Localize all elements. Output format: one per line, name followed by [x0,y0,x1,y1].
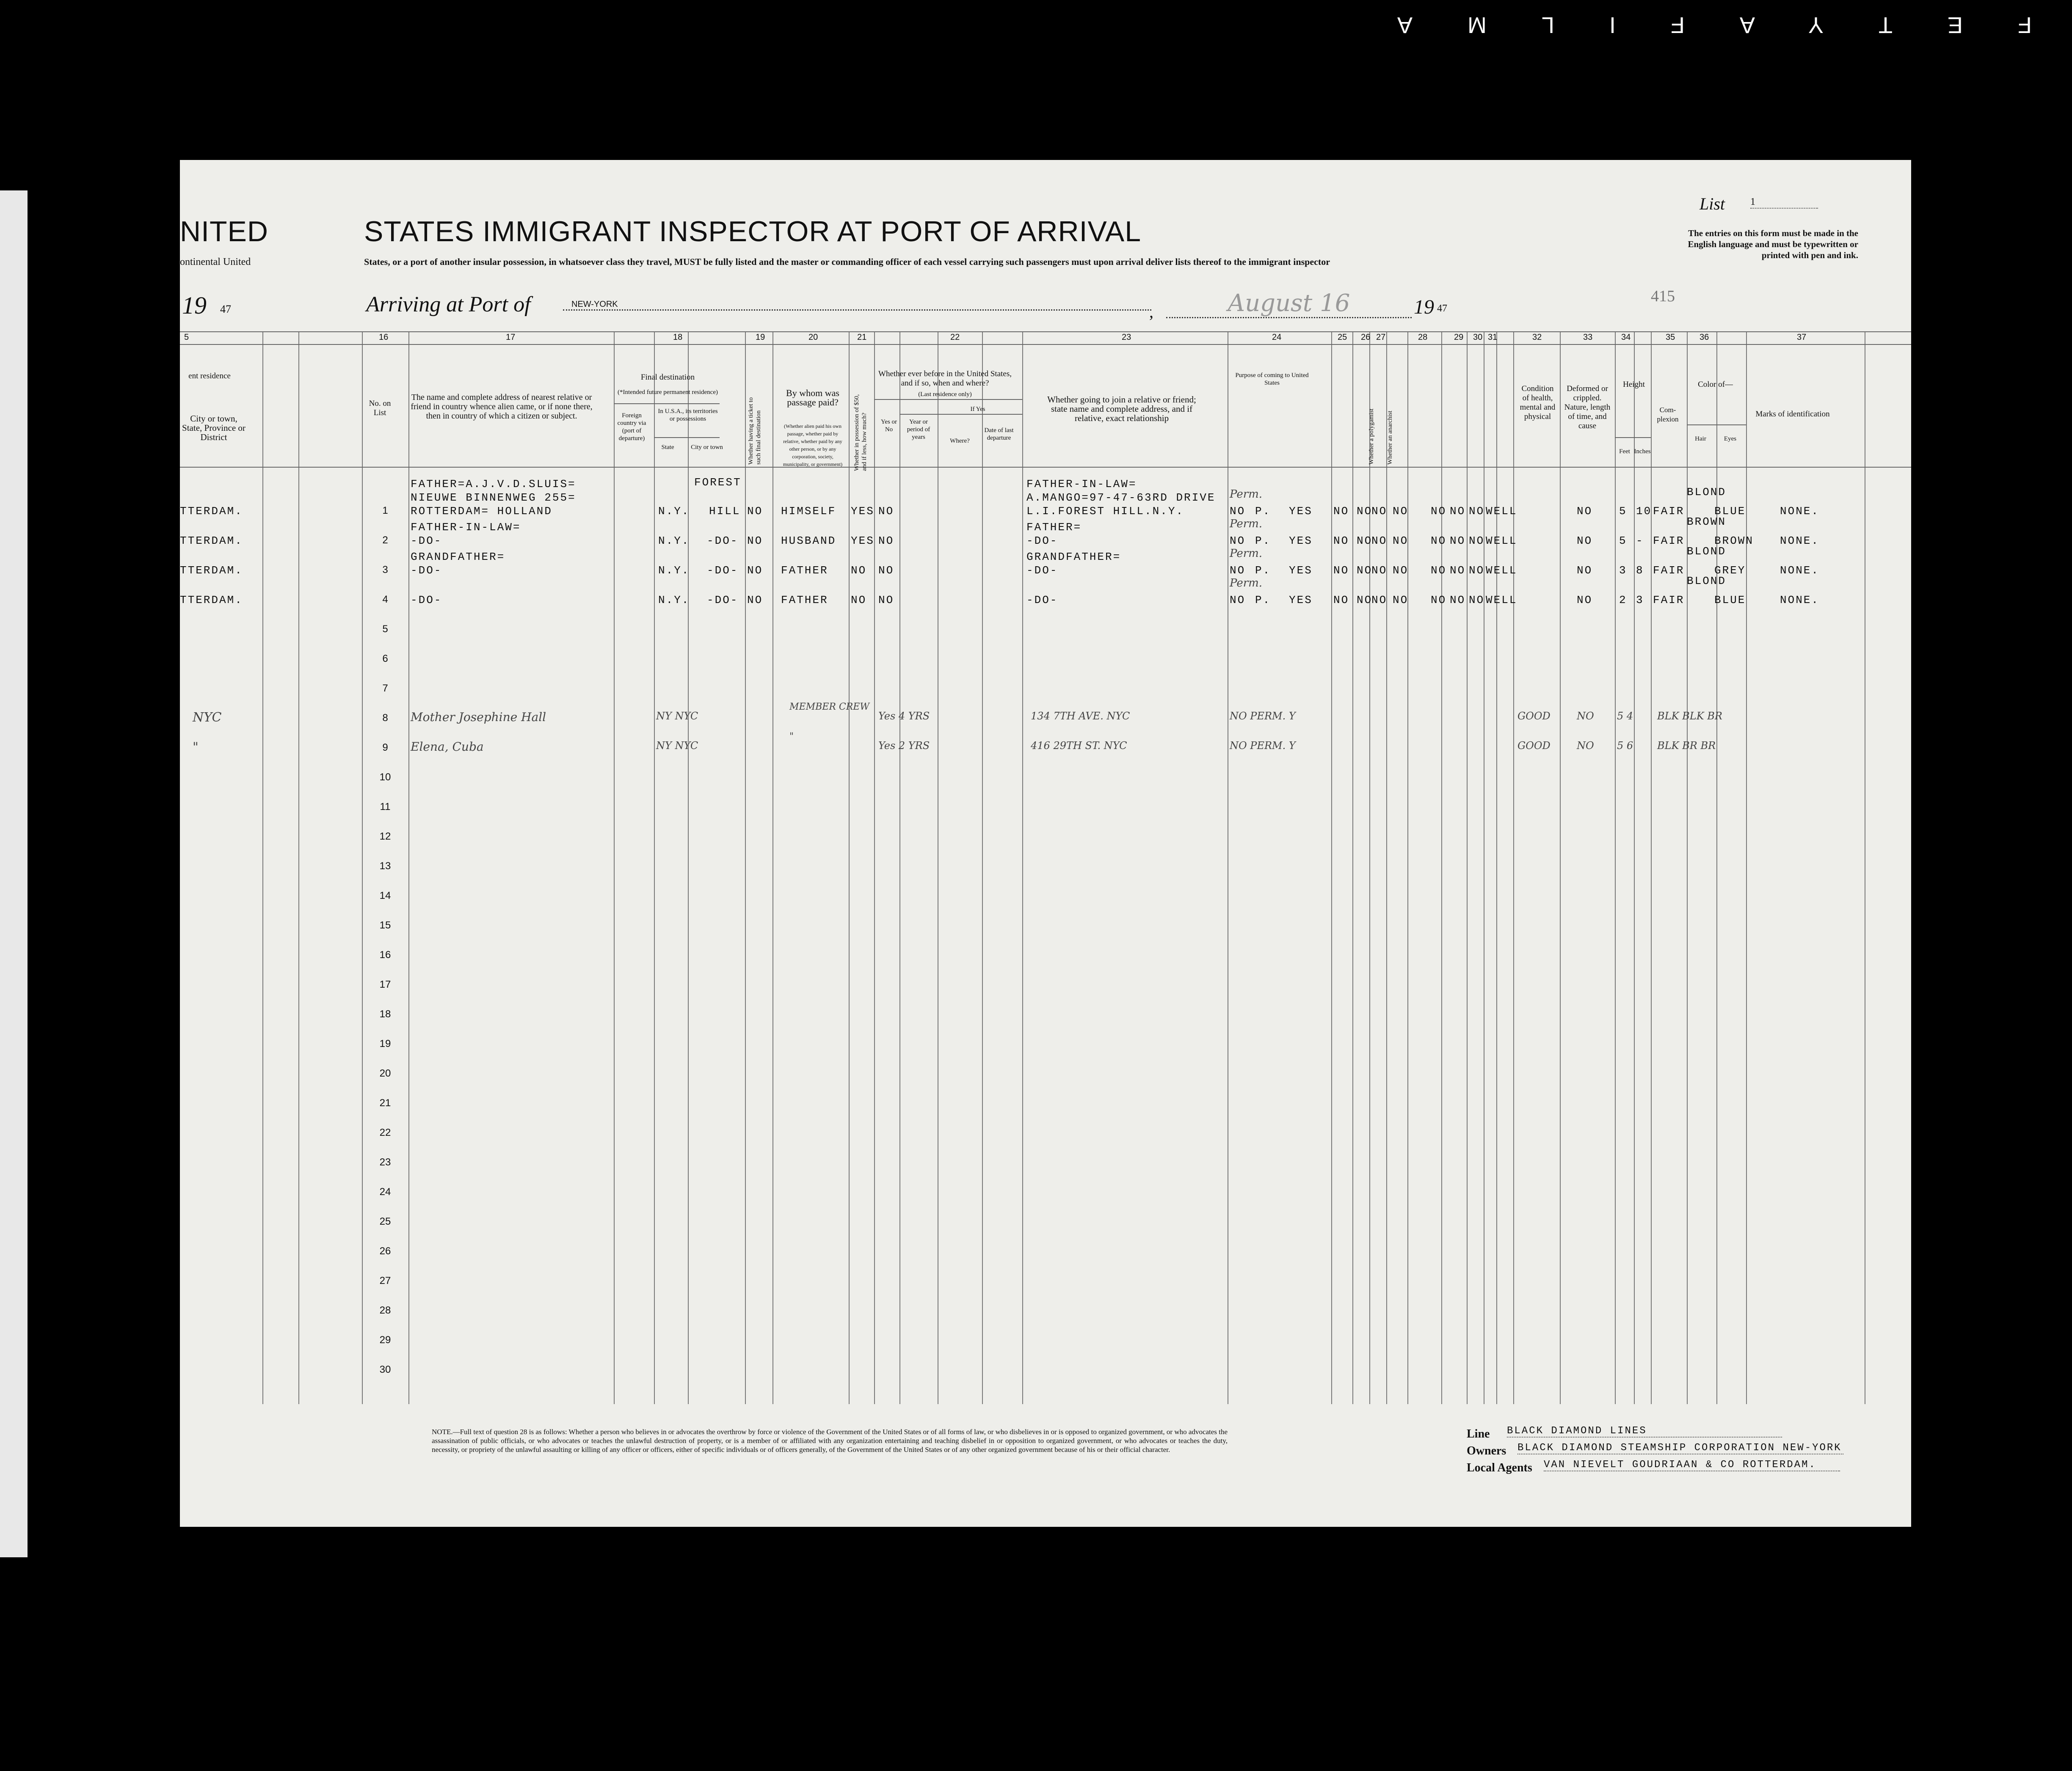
col-money-header: Whether in possession of $50, and if less, how much? [853,394,868,471]
column-rule [1746,331,1747,1404]
answer-cell: NO [1450,505,1466,518]
state-cell: N.Y. [658,505,690,518]
adjacent-page-strip [0,190,28,1557]
row-rule [614,403,720,404]
marks-cell: NONE. [1780,505,1820,518]
city-cell: -DO- [707,594,739,606]
height-inches-cell: - [1636,534,1644,547]
row-number: 5 [382,623,388,635]
header-nited: NITED [180,215,268,248]
hand-destination-cell: NY NYC [656,710,698,722]
purpose-yes-cell: YES [1289,505,1313,518]
column-rule [1369,331,1370,1404]
column-number: 21 [857,333,867,342]
answer-cell: NO [1431,594,1447,606]
hand-height-cell: 5 4 [1617,710,1633,722]
column-number: 35 [1666,333,1675,342]
owners-label: Owners [1467,1444,1506,1457]
relative-cell: FATHER-IN-LAW= [411,521,521,534]
where-header: Where? [950,438,970,444]
foreign-country-header: Foreign country via (port of departure) [617,412,646,442]
row-number: 29 [379,1334,391,1346]
relative-cell: NIEUWE BINNENWEG 255= [411,491,576,504]
answer-cell: NO [1371,564,1388,577]
column-rule [899,331,900,1404]
row-number: 26 [379,1245,391,1257]
column-rule [1386,331,1387,1404]
state-cell: N.Y. [658,564,690,577]
height-inches-cell: 10 [1636,505,1652,518]
column-number: 29 [1454,333,1464,342]
column-rule [262,331,263,1404]
column-number: 37 [1797,333,1807,342]
header-continental: ontinental United [180,256,251,267]
column-number: 17 [506,333,516,342]
row-number: 2 [382,534,388,546]
hand-residence-cell: " [193,740,199,755]
column-rule [408,331,409,1404]
marks-cell: NONE. [1780,564,1820,577]
deformed-cell: NO [1577,505,1593,518]
form-instructions: The entries on this form must be made in the English language and must be typewritten or printed with pen and ink. [1688,228,1858,260]
complexion-cell: FAIR [1653,594,1685,606]
paid-by-cell: HUSBAND [781,534,836,547]
col-health-header: Condition of health, mental and physical [1520,384,1556,421]
relative-cell: -DO- [411,594,442,606]
column-number: 19 [756,333,765,342]
row-number: 24 [379,1186,391,1198]
join-cell: -DO- [1026,534,1058,547]
column-rule [874,331,875,1404]
ticket-cell: NO [747,594,763,606]
join-cell: FATHER-IN-LAW= [1026,478,1137,490]
row-number: 18 [379,1008,391,1020]
col-anarchist-header: Whether an anarchist [1387,410,1393,465]
residence-cell: TTERDAM. [180,594,243,606]
hand-purpose-cell: NO PERM. Y [1230,740,1296,752]
eyes-header: Eyes [1724,435,1737,442]
answer-cell: NO [1371,534,1388,547]
purpose-cell: NO [1230,594,1246,606]
deformed-cell: NO [1577,564,1593,577]
column-number: 20 [808,333,818,342]
list-label: List [1700,194,1725,213]
col-height-header: Height [1623,380,1645,389]
hair-cell: BLOND [1687,575,1727,587]
city-cell: -DO- [707,564,739,577]
column-number: 32 [1532,333,1542,342]
hand-before-cell: Yes 4 YRS [878,710,930,722]
manifest-page: List 1 NITED ontinental United STATES IMMIGRANT INSPECTOR AT PORT OF ARRIVAL States, or a port of another insular possession, in whatsoever class they travel, MUST be fully listed and the master or commanding officer of each vessel carrying such passengers must upon arrival deliver lists thereof to the immigrant inspector The entries on this form must be made in the English language and must be typewritten or printed with pen and ink. 19 47 Arriving at Port of NEW-YORK , August 16 19 47 415 5 16 17 18 19 20 21 22 23 24 25 26 27 28 29 30 31 32 33 34 35 36 37 ent residence City or town, State, Province or District No. on List The name and complete address of nearest relative or friend in country whence alien came, or if none there, then in country of which a citizen or subject. Final destination (*Intended future permanent residence) Foreign country via (port of departure) In U.S.A., its territories or possessions State City or town Whether having a ticket to such final destination By whom was passage paid? (Whether alien paid his own passage, whether paid by relative, whether paid by any other person, or by any corporation, society, municipality, or government) Whether in possession of $50, and if less, how much? Whether ever before in the United States, and if so, when and where? (Last residence only) Yes or No Year or period of years If Yes Where? Date of last departure Whether going to join a relative or friend; state name and complete address, and if relative, exact relationship Purpose of coming to United States Whether a polygamist Whether an anarchist Condition of health, mental and physical Deformed or crippled. Nature, length of time, and cause Height Feet Inches Com-plexion Color of— Hair Eyes Marks of identification 1 2 3 4 5 6 7 8 9 10 11 12 13 14 15 16 17 18 19 20 21 22 23 24 25 26 27 28 29 30 TTERDAM. FATHER=A.J.V.D.SLUIS= NIEUWE BINNENWEG 255= ROTTERDAM= HOLLAND N.Y. FOREST HILL NO HIMSELF YES NO FATHER-IN-LAW= A.MANGO=97-47-63RD DRIVE L.I.FOREST HILL.N.Y. NO P. YES NO NO NO NO NO NO NO WELL NO 5 10 FAIR BLOND BLUE NONE. Perm. TTERDAM. FATHER-IN-LAW= -DO- N.Y. -DO- NO HUSBAND YES NO FATHER= -DO- NO P. YES NO NO NO NO NO NO NO WELL NO 5 - FAIR BROWN BROWN NONE. Perm. TTERDAM. GRANDFATHER= -DO- N.Y. -DO- NO FATHER NO NO GRANDFATHER= -DO- NO P. YES NO NO NO NO NO NO NO WELL NO 3 8 FAIR BLOND GREY NONE. Perm. TTERDAM. -DO- N.Y. -DO- NO FATHER NO NO -DO- NO P. YES NO NO NO NO NO NO NO WELL NO 2 3 FAIR BLOND BLUE NONE. Perm. NYC Mother Josephine Hall NY NYC MEMBER CREW Yes 4 YRS 134 7TH AVE. NYC NO PERM. Y GOOD NO 5 4 BLK BLK BR " Elena, Cuba NY NYC " Yes 2 YRS 416 29TH ST. NYC NO PERM. Y GOOD NO 5 6 BLK BR BR NOTE.—Full text of question 28 is as follows: Whether a person who believes in or advocates the overthrow by force or violence of the Government of the United States or of all forms of law, or who disbelieves in or is opposed to organized government, or who advocates the assassination of public officials, or who advocates or teaches the unlawful destruction of property, or is a member of or affiliated with any organization entertaining and teaching disbelief in or opposition to organized government, or who advocates or teaches the duty, necessity, or propriety of the unlawful assaulting or killing of any officer or officers, either of specific individuals or of officers generally, of the Government of the United States or of any other organized government because of his or their official character. Line BLACK DIAMOND LINES Owners BLACK DIAMOND STEAMSHIP CORPORATION NEW-YORK Local Agents VAN NIEVELT GOUDRIAAN & CO ROTTERDAM. [180,160,1911,1527]
paid-note: (Whether alien paid his own passage, whether paid by relative, whether paid by any other person, or by any corporation, society, municipality, or government) [783,423,843,467]
ticket-cell: NO [747,564,763,577]
row-number: 10 [379,771,391,783]
state-header: State [661,444,674,451]
column-number: 36 [1700,333,1709,342]
hair-header: Hair [1695,435,1706,442]
footnote-question-28: NOTE.—Full text of question 28 is as follows: Whether a person who believes in or advocates the overthrow by force or violence of the Government of the United States or of all forms of law, or who disbelieves in or is opposed to organized government, or who advocates the assassination of public officials, or who advocates or teaches the unlawful destruction of property, or is a member of or affiliated with any organization entertaining and teaching disbelief in or opposition to organized government, or who advocates or teaches the duty, necessity, or propriety of the unlawful assaulting or killing of any officer or officers, either of specific individuals or of officers generally, of the Government of the United States or of any other organized government because of his or their official character. [432,1428,1228,1454]
col-paid-header: By whom was passage paid? [786,388,839,408]
eyes-cell: GREY [1714,564,1746,577]
height-inches-cell: 3 [1636,594,1644,606]
column-rule [982,331,983,1404]
column-rule [688,331,689,1404]
join-cell: A.MANGO=97-47-63RD DRIVE [1026,491,1216,504]
row-number: 8 [382,712,388,724]
complexion-cell: FAIR [1653,564,1685,577]
column-number: 5 [184,333,189,342]
purpose-p-cell: P. [1255,594,1271,606]
column-rule [1651,331,1652,1404]
col-residence-header: ent residence [188,372,231,380]
column-rule [1496,331,1497,1404]
height-feet-cell: 3 [1619,564,1627,577]
row-number: 11 [380,801,391,813]
anarchist-cell: NO [1357,505,1373,518]
column-rule [1634,331,1635,1404]
join-cell: L.I.FOREST HILL.N.Y. [1026,505,1184,518]
purpose-p-cell: P. [1255,534,1271,547]
polygamist-cell: NO [1333,534,1349,547]
row-number: 7 [382,683,388,694]
arrival-date: August 16 [1166,289,1412,318]
purpose-yes-cell: YES [1289,564,1313,577]
row-number: 28 [379,1305,391,1316]
hand-height-cell: 5 6 [1617,740,1633,752]
row-number: 22 [379,1127,391,1138]
row-rule [180,344,1911,345]
row-number: 14 [379,890,391,901]
row-number: 16 [379,949,391,961]
column-number: 27 [1376,333,1386,342]
row-number: 23 [379,1157,391,1168]
column-rule [1615,331,1616,1404]
stamp-number: 415 [1651,287,1675,305]
health-cell: WELL [1486,505,1517,518]
marks-cell: NONE. [1780,594,1820,606]
purpose-handwritten: Perm. [1230,577,1263,589]
row-number: 15 [379,920,391,931]
height-feet-cell: 5 [1619,534,1627,547]
answer-cell: NO [1431,505,1447,518]
row-number: 13 [379,860,391,872]
relative-cell: GRANDFATHER= [411,551,505,563]
answer-cell: NO [1431,534,1447,547]
answer-cell: NO [1393,505,1409,518]
if-yes-header: If Yes [970,406,985,413]
row-number: 20 [379,1068,391,1079]
col-ticket-header: Whether having a ticket to such final destination [748,397,762,465]
yes-no-header: Yes or No [880,419,897,433]
row-rule [180,467,1911,468]
answer-cell: NO [1469,564,1485,577]
col-polygamist-header: Whether a polygamist [1368,408,1375,465]
purpose-cell: NO [1230,505,1246,518]
residence-cell: TTERDAM. [180,505,243,518]
column-rule [1467,331,1468,1404]
purpose-cell: NO [1230,564,1246,577]
state-cell: N.Y. [658,594,690,606]
polygamist-cell: NO [1333,564,1349,577]
row-rule [899,414,1022,415]
hand-relative-cell: Elena, Cuba [411,740,484,754]
hand-colors-cell: BLK BLK BR [1657,710,1722,722]
row-number: 30 [379,1364,391,1375]
line-label: Line [1467,1427,1490,1440]
hand-health-cell: GOOD [1517,740,1551,752]
complexion-cell: FAIR [1653,534,1685,547]
eyes-cell: BROWN [1714,534,1754,547]
port-name: NEW-YORK [563,300,1151,311]
answer-cell: NO [1469,505,1485,518]
year2-prefix: 19 [1414,296,1434,318]
money-cell: NO [851,594,867,606]
hand-paid-cell: " [789,731,794,742]
final-dest-note: (*Intended future permanent residence) [618,389,718,396]
column-rule [1407,331,1408,1404]
purpose-yes-cell: YES [1289,594,1313,606]
city-cell: HILL [709,505,741,518]
year-period-header: Year or period of years [907,419,930,441]
anarchist-cell: NO [1357,534,1373,547]
column-rule [298,331,299,1404]
hand-destination-cell: NY NYC [656,740,698,752]
column-rule [745,331,746,1404]
paid-by-cell: HIMSELF [781,505,836,518]
line-value: BLACK DIAMOND LINES [1507,1425,1782,1438]
marks-cell: NONE. [1780,534,1820,547]
hair-cell: BROWN [1687,515,1727,528]
answer-cell: NO [1371,505,1388,518]
purpose-handwritten: Perm. [1230,518,1263,530]
paid-by-cell: FATHER [781,594,828,606]
column-rule [1560,331,1561,1404]
col-before-header: Whether ever before in the United States, and if so, when and where? [878,369,1012,388]
hand-join-cell: 416 29TH ST. NYC [1031,740,1127,752]
col-deformed-header: Deformed or crippled. Nature, length of time, and cause [1564,384,1611,430]
col-marks-header: Marks of identification [1755,410,1830,419]
join-cell: GRANDFATHER= [1026,551,1121,563]
answer-cell: NO [1393,564,1409,577]
hand-paid-cell: MEMBER CREW [789,702,869,712]
row-rule [1687,424,1746,425]
column-number: 31 [1488,333,1498,342]
relative-cell: -DO- [411,564,442,577]
hand-colors-cell: BLK BR BR [1657,740,1716,752]
column-rule [1352,331,1353,1404]
relative-cell: -DO- [411,534,442,547]
row-number: 12 [379,831,391,842]
hand-join-cell: 134 7TH AVE. NYC [1031,710,1130,722]
anarchist-cell: NO [1357,564,1373,577]
answer-cell: NO [1371,594,1388,606]
purpose-p-cell: P. [1255,564,1271,577]
row-number: 1 [382,505,388,516]
column-number: 18 [673,333,683,342]
arriving-label: Arriving at Port of [366,292,531,317]
year2-suffix: 47 [1437,303,1447,314]
row-number: 21 [379,1097,391,1109]
row-rule [180,331,1911,332]
answer-cell: NO [1450,594,1466,606]
col-no-header: No. on List [369,399,391,417]
row-number: 3 [382,564,388,576]
paid-by-cell: FATHER [781,564,828,577]
row-rule [654,437,720,438]
date-last-header: Date of last departure [984,427,1014,441]
purpose-handwritten: Perm. [1230,547,1263,560]
feet-header: Feet [1619,448,1630,455]
agents-label: Local Agents [1467,1461,1532,1474]
column-rule [1513,331,1514,1404]
answer-cell: NO [1431,564,1447,577]
height-feet-cell: 5 [1619,505,1627,518]
city-header: City or town [691,444,723,451]
row-number: 9 [382,742,388,753]
deformed-cell: NO [1577,534,1593,547]
column-rule [614,331,615,1404]
city-cell: FOREST [694,476,742,489]
hand-deformed-cell: NO [1577,740,1594,752]
row-number: 17 [379,979,391,990]
column-number: 22 [950,333,960,342]
column-number: 24 [1272,333,1282,342]
polygamist-cell: NO [1333,594,1349,606]
column-number: 23 [1122,333,1131,342]
hand-purpose-cell: NO PERM. Y [1230,710,1296,722]
column-rule [1441,331,1442,1404]
join-cell: -DO- [1026,594,1058,606]
hand-deformed-cell: NO [1577,710,1594,722]
before-cell: NO [878,564,894,577]
col-purpose-header: Purpose of coming to United States [1235,372,1309,386]
before-cell: NO [878,505,894,518]
row-number: 25 [379,1216,391,1227]
before-cell: NO [878,534,894,547]
hand-relative-cell: Mother Josephine Hall [411,710,546,724]
deformed-cell: NO [1577,594,1593,606]
height-inches-cell: 8 [1636,564,1644,577]
form-title: STATES IMMIGRANT INSPECTOR AT PORT OF ARRIVAL [364,215,1142,248]
hand-health-cell: GOOD [1517,710,1551,722]
hand-residence-cell: NYC [193,710,222,725]
before-cell: NO [878,594,894,606]
year-prefix: 19 [182,292,207,319]
col-join-header: Whether going to join a relative or friend; state name and complete address, and if relative, exact relationship [1047,394,1196,423]
column-number: 30 [1473,333,1483,342]
eyes-cell: BLUE [1714,594,1746,606]
health-cell: WELL [1486,594,1517,606]
list-number: 1 [1750,196,1818,209]
column-number: 33 [1583,333,1593,342]
col-relative-header: The name and complete address of nearest relative or friend in country whence alien came, or if none there, then in country of which a citizen or subject. [411,393,593,421]
ticket-cell: NO [747,505,763,518]
answer-cell: NO [1469,594,1485,606]
purpose-handwritten: Perm. [1230,488,1263,501]
complexion-cell: FAIR [1653,505,1685,518]
money-cell: YES [851,534,875,547]
column-number: 28 [1418,333,1428,342]
col-final-dest-header: Final destination [640,373,695,382]
purpose-yes-cell: YES [1289,534,1313,547]
residence-cell: TTERDAM. [180,564,243,577]
row-number: 6 [382,653,388,664]
height-feet-cell: 2 [1619,594,1627,606]
answer-cell: NO [1450,564,1466,577]
col-complexion-header: Com-plexion [1657,406,1679,423]
purpose-cell: NO [1230,534,1246,547]
polygamist-cell: NO [1333,505,1349,518]
ticket-cell: NO [747,534,763,547]
answer-cell: NO [1393,594,1409,606]
row-number: 19 [379,1038,391,1049]
join-cell: FATHER= [1026,521,1082,534]
anarchist-cell: NO [1357,594,1373,606]
year-suffix: 47 [220,303,231,315]
row-rule [874,399,1022,400]
hand-before-cell: Yes 2 YRS [878,740,930,752]
row-rule [1615,437,1651,438]
col-color-header: Color of— [1698,380,1733,389]
column-number: 34 [1621,333,1631,342]
inches-header: Inches [1634,448,1651,455]
film-edge-marking: FETYAFILMA [1342,12,2032,38]
answer-cell: NO [1393,534,1409,547]
row-number: 4 [382,594,388,605]
row-number: 27 [379,1275,391,1286]
in-usa-header: In U.S.A., its territories or possessions [658,408,718,422]
column-number: 25 [1338,333,1347,342]
relative-cell: FATHER=A.J.V.D.SLUIS= [411,478,576,490]
column-rule [362,331,363,1404]
column-rule [654,331,655,1404]
purpose-p-cell: P. [1255,505,1271,518]
hair-cell: BLOND [1687,486,1727,499]
state-cell: N.Y. [658,534,690,547]
health-cell: WELL [1486,534,1517,547]
form-subtitle: States, or a port of another insular possession, in whatsoever class they travel, MUST be fully listed and the master or commanding officer of each vessel carrying such passengers must upon arrival deliver lists thereof to the immigrant inspector [364,256,1330,267]
money-cell: NO [851,564,867,577]
answer-cell: NO [1469,534,1485,547]
col-city-header: City or town, State, Province or District [182,413,246,442]
column-rule [849,331,850,1404]
column-number: 16 [379,333,389,342]
column-rule [1022,331,1023,1404]
answer-cell: NO [1450,534,1466,547]
health-cell: WELL [1486,564,1517,577]
column-number: 26 [1361,333,1371,342]
relative-cell: ROTTERDAM= HOLLAND [411,505,552,518]
eyes-cell: BLUE [1714,505,1746,518]
owners-value: BLACK DIAMOND STEAMSHIP CORPORATION NEW-YORK [1517,1442,1843,1454]
hair-cell: BLOND [1687,545,1727,558]
join-cell: -DO- [1026,564,1058,577]
last-res-note: (Last residence only) [918,391,972,398]
agents-value: VAN NIEVELT GOUDRIAAN & CO ROTTERDAM. [1544,1459,1840,1471]
money-cell: YES [851,505,875,518]
residence-cell: TTERDAM. [180,534,243,547]
column-rule [1331,331,1332,1404]
city-cell: -DO- [707,534,739,547]
